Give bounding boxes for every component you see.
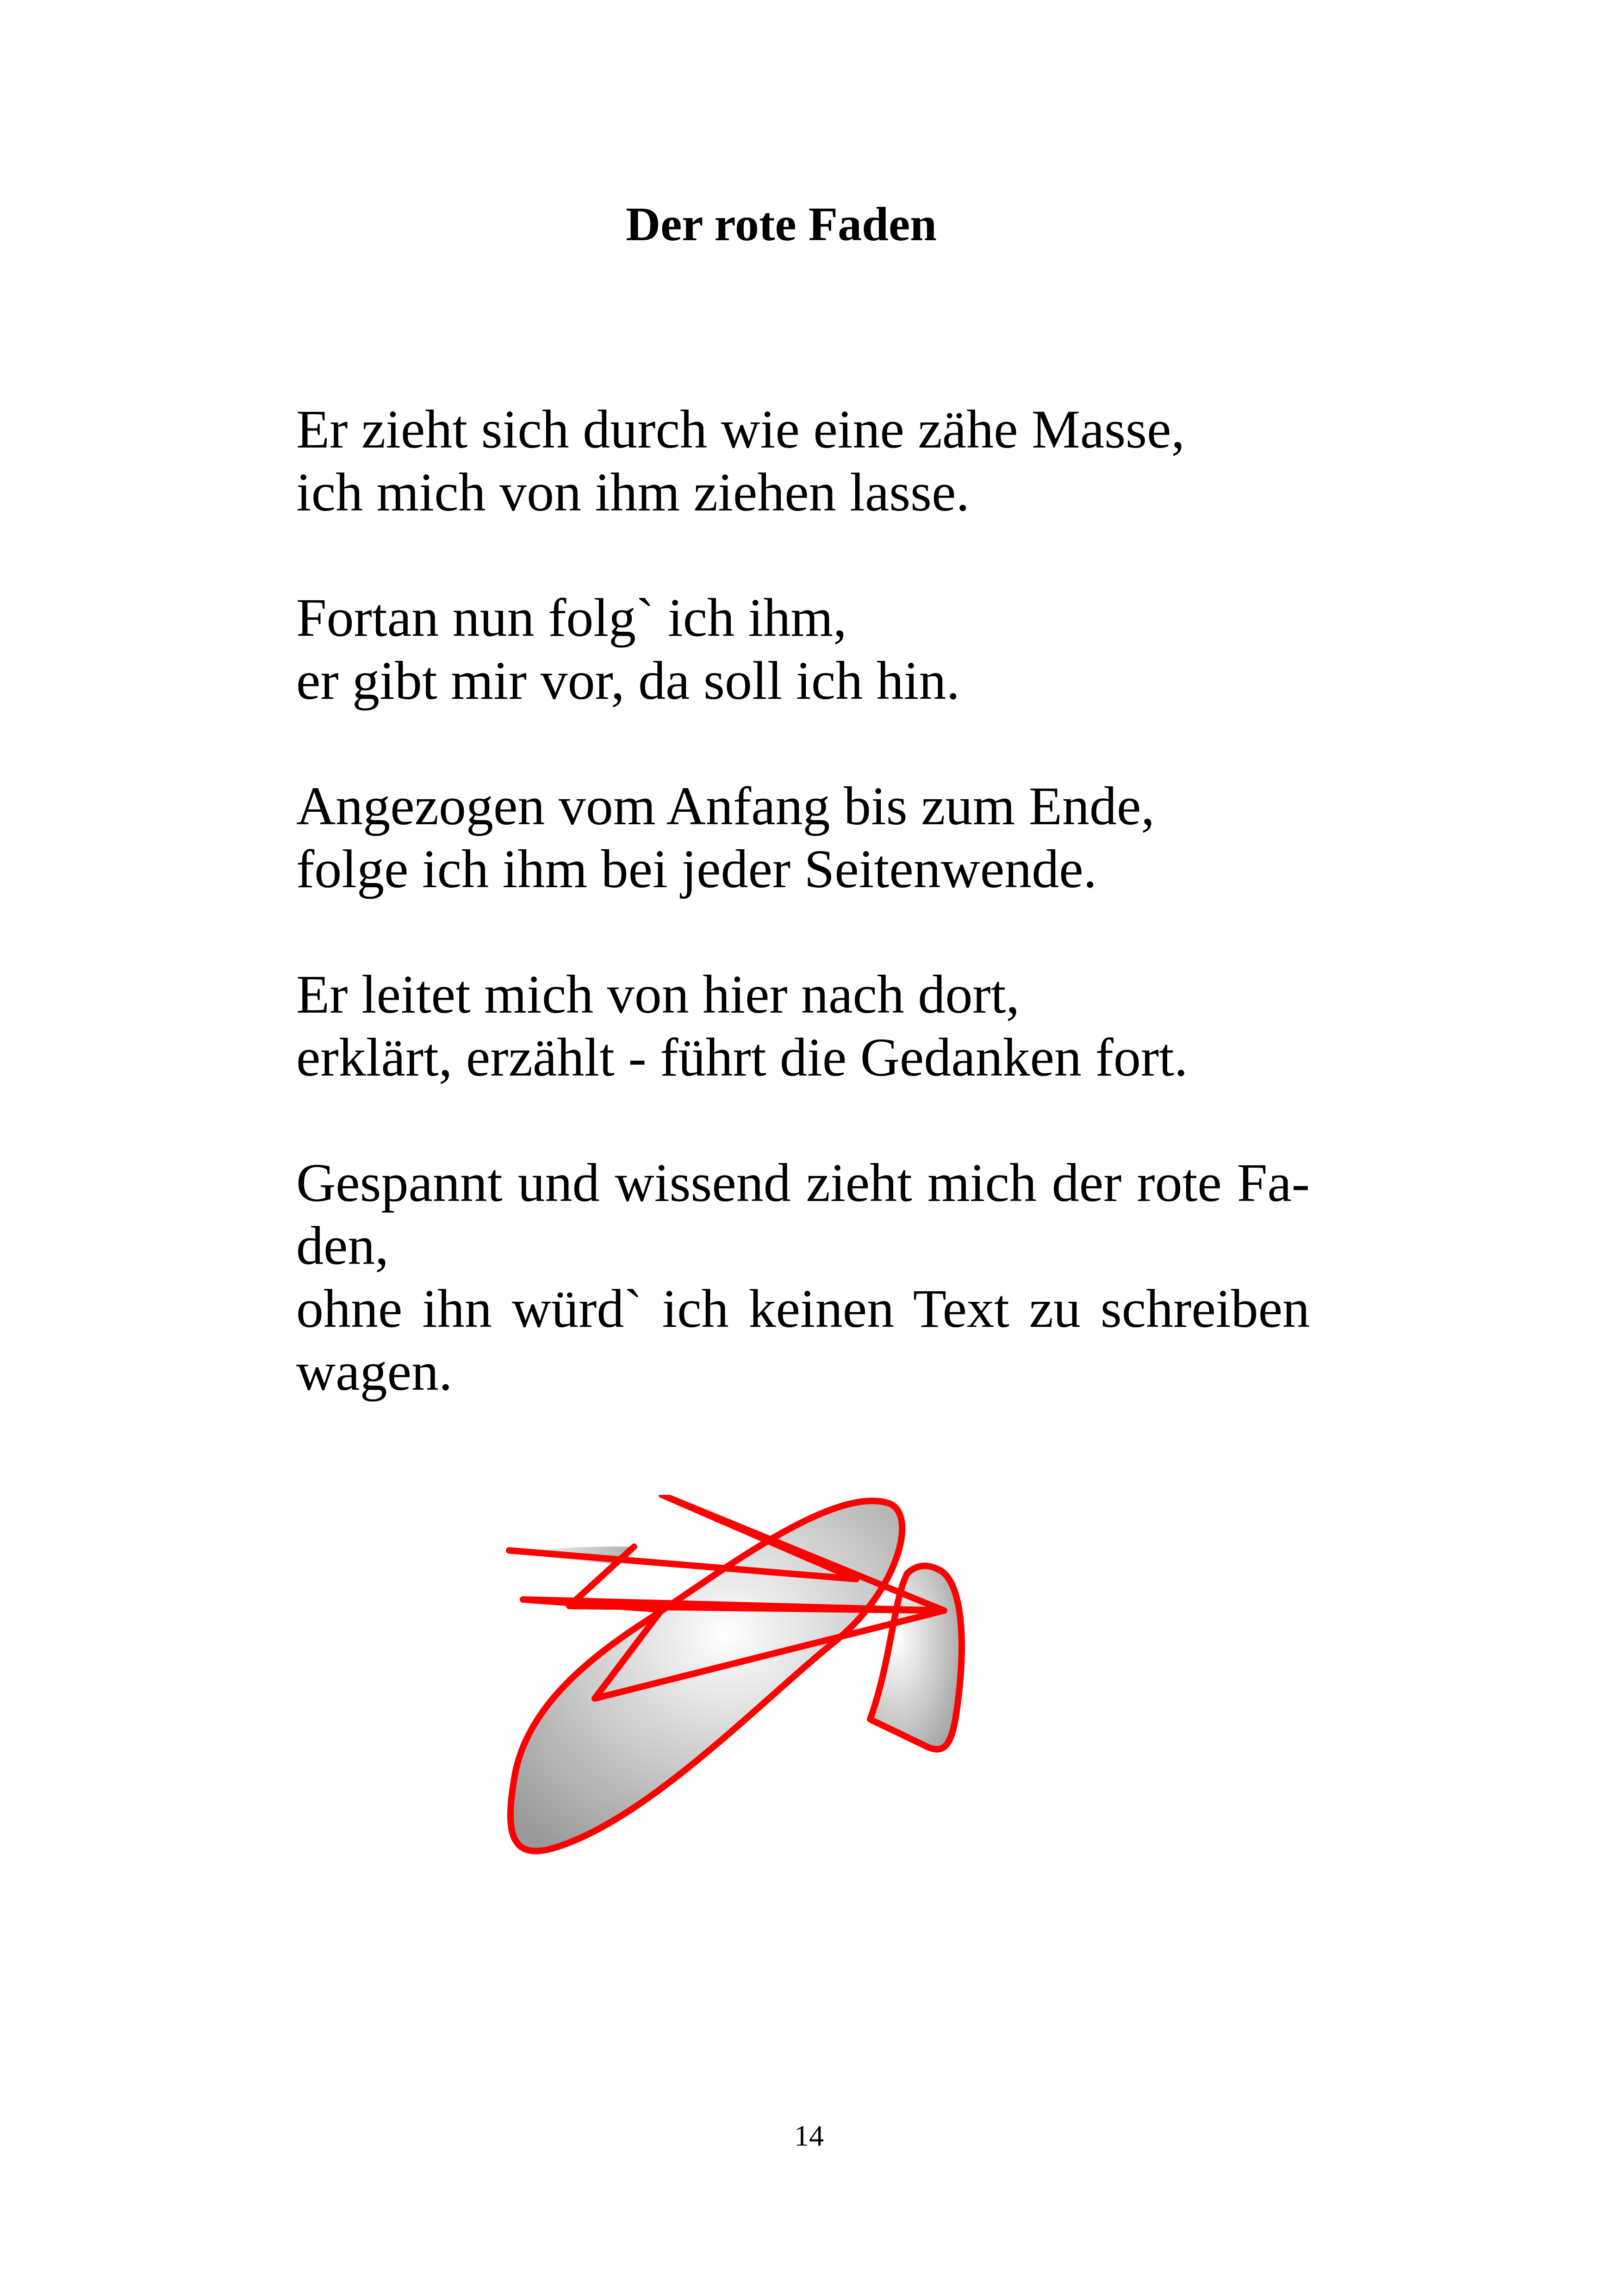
small-grey-shape [870, 1566, 962, 1749]
poem-line: Er leitet mich von hier nach dort, [296, 964, 1020, 1025]
stanza [296, 963, 1310, 1089]
poem-line: folge ich ihm bei jeder Seitenwende. [296, 839, 1097, 899]
poem-title: Der rote Faden [626, 198, 937, 251]
stanza [296, 775, 1310, 901]
poem-line: Fortan nun folg` ich ihm, [296, 587, 847, 648]
poem-line: wagen. [296, 1341, 453, 1402]
poem-body [296, 398, 1310, 1466]
poem-line: den, [296, 1215, 389, 1276]
page-number: 14 [794, 2119, 824, 2152]
stanza [296, 1151, 1310, 1403]
stanza [296, 586, 1310, 712]
poem-line: Angezogen vom Anfang bis zum Ende, [296, 776, 1155, 836]
poem-line: erklärt, erzählt - führt die Gedanken fort. [296, 1027, 1188, 1088]
poem-line: Er zieht sich durch wie eine zähe Masse, [296, 399, 1185, 460]
poem-line: er gibt mir vor, da soll ich hin. [296, 650, 960, 711]
red-thread-illustration [500, 1495, 1000, 1865]
stanza [296, 398, 1310, 524]
poem-line: Gespannt und wissend zieht mich der rote Fa- [296, 1152, 1310, 1213]
poem-line: ohne ihn würd` ich keinen Text zu schreiben [296, 1278, 1310, 1339]
poem-line: ich mich von ihm ziehen lasse. [296, 462, 970, 523]
